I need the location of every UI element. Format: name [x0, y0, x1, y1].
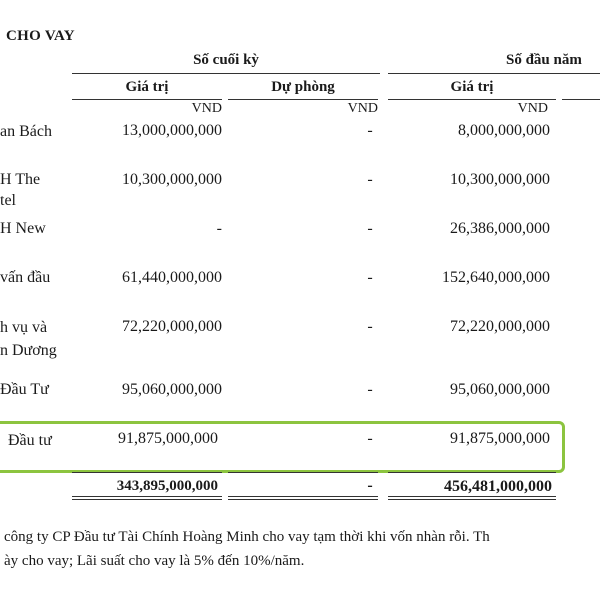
- row-end-value: -: [216, 220, 222, 237]
- row-provision: -: [367, 430, 373, 447]
- subheader-value-begin: Giá trị: [450, 79, 494, 95]
- subheader-provision: Dự phòng: [271, 79, 335, 95]
- header-rule-end: [72, 73, 380, 74]
- subheader-rule-3: [388, 99, 556, 100]
- total-double-rule-2: [228, 496, 378, 500]
- total-rule-top-3: [388, 472, 556, 473]
- row-provision: -: [367, 171, 373, 188]
- row-begin-value: 10,300,000,000: [450, 171, 550, 188]
- row-label: h vụ và: [0, 319, 48, 336]
- row-label-line2: n Dương: [0, 342, 57, 359]
- header-end-period: Số cuối kỳ: [193, 52, 259, 68]
- row-begin-value: 91,875,000,000: [450, 430, 550, 447]
- subheader-value-end: Giá trị: [125, 79, 169, 95]
- unit-provision: VND: [347, 101, 378, 116]
- total-begin-value: 456,481,000,000: [444, 478, 552, 495]
- row-provision: -: [367, 318, 373, 335]
- row-begin-value: 152,640,000,000: [442, 269, 550, 286]
- footnote-line-1: công ty CP Đầu tư Tài Chính Hoàng Minh cho vay tạm thời khi vốn nhàn rỗi. Th: [4, 529, 490, 545]
- row-end-value: 13,000,000,000: [122, 122, 222, 139]
- total-rule-top-2: [228, 472, 378, 473]
- row-provision: -: [367, 220, 373, 237]
- unit-begin-value: VND: [517, 101, 548, 116]
- row-end-value: 61,440,000,000: [122, 269, 222, 286]
- row-end-value: 95,060,000,000: [122, 381, 222, 398]
- row-provision: -: [367, 269, 373, 286]
- section-title: CHO VAY: [6, 28, 75, 44]
- row-label: vấn đầu: [0, 269, 51, 286]
- row-begin-value: 26,386,000,000: [450, 220, 550, 237]
- row-begin-value: 8,000,000,000: [458, 122, 550, 139]
- header-rule-begin: [388, 73, 600, 74]
- total-end-value: 343,895,000,000: [116, 478, 218, 494]
- row-label: Đầu tư: [8, 432, 52, 449]
- row-label: Đầu Tư: [0, 381, 49, 398]
- subheader-rule-4: [562, 99, 600, 100]
- row-begin-value: 95,060,000,000: [450, 381, 550, 398]
- footnote-line-2: ày cho vay; Lãi suất cho vay là 5% đến 10%/năm.: [4, 553, 305, 569]
- total-double-rule-3: [388, 496, 556, 500]
- row-label: H The: [0, 171, 41, 188]
- header-begin-period: Số đầu năm: [506, 52, 582, 68]
- total-provision: -: [367, 477, 373, 494]
- row-end-value: 91,875,000,000: [118, 430, 218, 447]
- row-end-value: 72,220,000,000: [122, 318, 222, 335]
- row-label: an Bách: [0, 123, 52, 140]
- row-provision: -: [367, 381, 373, 398]
- subheader-rule-2: [228, 99, 378, 100]
- subheader-rule-1: [72, 99, 222, 100]
- total-double-rule-1: [72, 496, 222, 500]
- unit-end-value: VND: [191, 101, 222, 116]
- row-begin-value: 72,220,000,000: [450, 318, 550, 335]
- row-end-value: 10,300,000,000: [122, 171, 222, 188]
- row-label-line2: tel: [0, 192, 16, 209]
- total-rule-top-1: [72, 472, 222, 473]
- row-label: H New: [0, 220, 46, 237]
- row-provision: -: [367, 122, 373, 139]
